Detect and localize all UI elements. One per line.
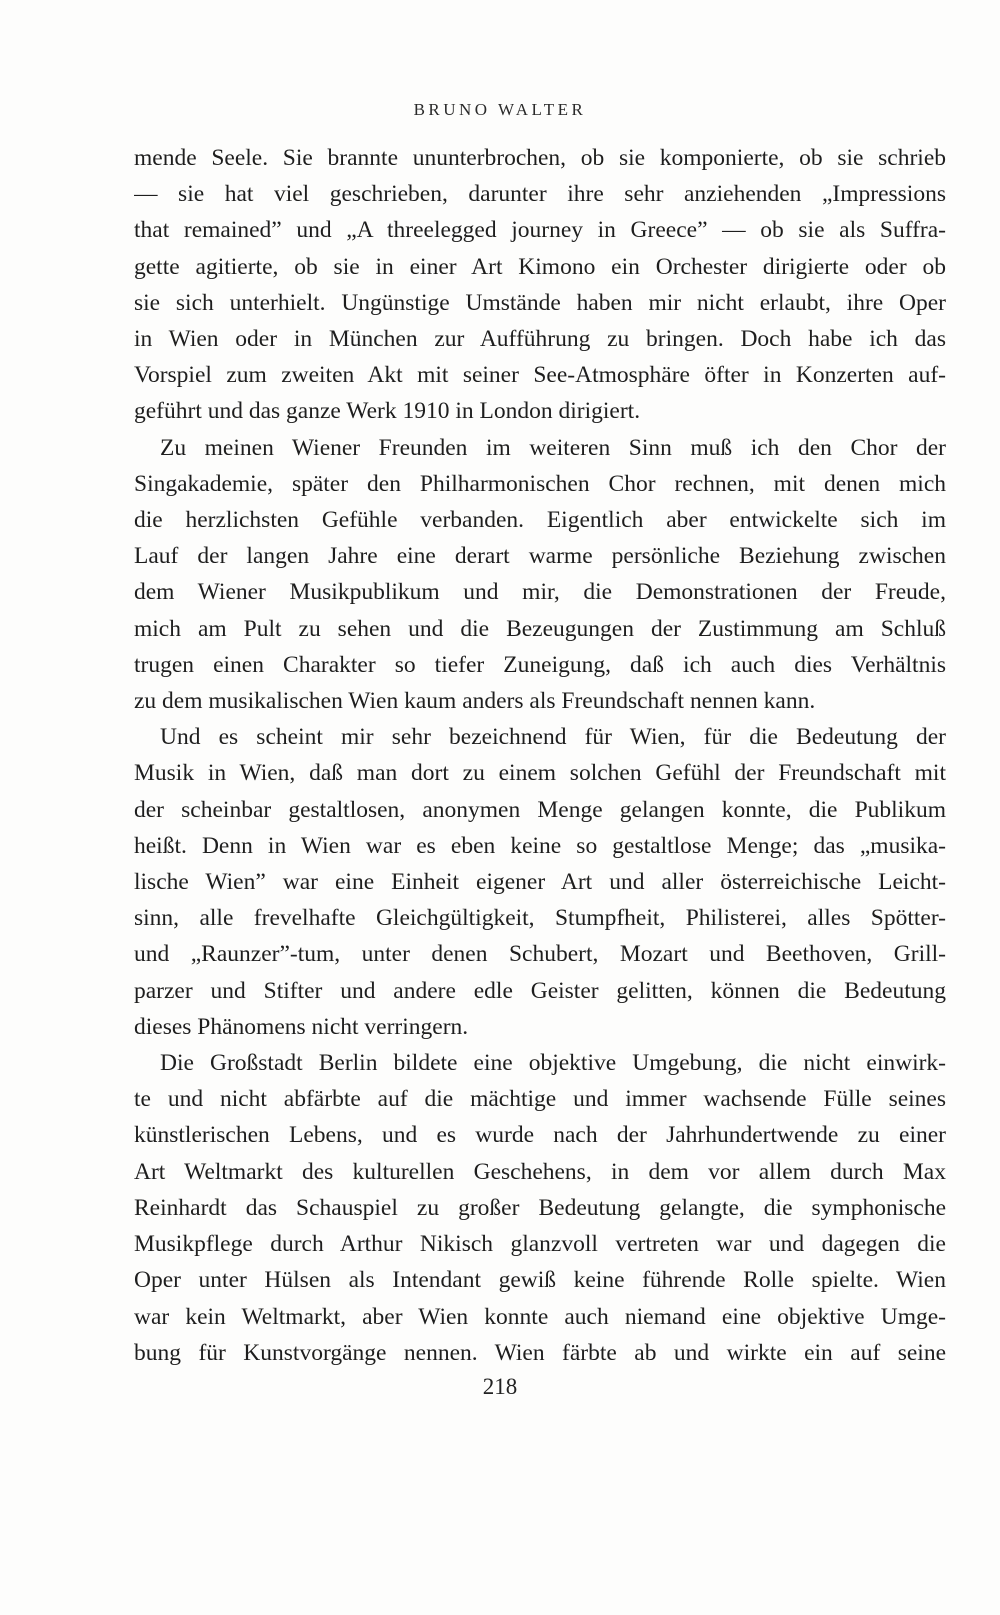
text-line: bung für Kunstvorgänge nennen. Wien färbte ab und wirkte ein auf seine xyxy=(134,1339,946,1366)
paragraph-3 xyxy=(134,719,946,1045)
text-line: Musik in Wien, daß man dort zu einem solchen Gefühl der Freundschaft mit xyxy=(134,760,946,787)
text-line: lische Wien” war eine Einheit eigener Art und aller österreichische Leicht- xyxy=(134,869,946,896)
text-line: Vorspiel zum zweiten Akt mit seiner See-Atmosphäre öfter in Konzerten auf- xyxy=(134,362,946,389)
text-line: künstlerischen Lebens, und es wurde nach der Jahrhundertwende zu einer xyxy=(134,1122,946,1149)
text-line: mende Seele. Sie brannte ununterbrochen, ob sie komponierte, ob sie schrieb xyxy=(134,145,946,171)
text-line: Die Großstadt Berlin bildete eine objektive Umgebung, die nicht einwirk- xyxy=(160,1050,946,1077)
text-line: Art Weltmarkt des kulturellen Geschehens, in dem vor allem durch Max xyxy=(134,1158,946,1185)
paragraph-2 xyxy=(134,430,946,720)
text-line: Lauf der langen Jahre eine derart warme persönliche Beziehung zwischen xyxy=(134,543,946,570)
text-line: dem Wiener Musikpublikum und mir, die Demonstrationen der Freude, xyxy=(134,579,946,606)
text-line: geführt und das ganze Werk 1910 in London dirigiert. xyxy=(134,398,641,425)
text-line: und „Raunzer”-tum, unter denen Schubert, Mozart und Beethoven, Grill- xyxy=(134,941,946,968)
text-line: that remained” und „A threelegged journey in Greece” — ob sie als Suffra- xyxy=(134,217,946,244)
text-line: sinn, alle frevelhafte Gleichgültigkeit, Stumpfheit, Philisterei, alles Spötter- xyxy=(134,905,946,932)
body-text xyxy=(134,140,946,1371)
text-line: die herzlichsten Gefühle verbanden. Eigentlich aber entwickelte sich im xyxy=(134,507,946,534)
text-line: Zu meinen Wiener Freunden im weiteren Sinn muß ich den Chor der xyxy=(160,434,946,461)
text-line: te und nicht abfärbte auf die mächtige und immer wachsende Fülle seines xyxy=(134,1086,946,1113)
text-line: Und es scheint mir sehr bezeichnend für Wien, für die Bedeutung der xyxy=(160,724,946,751)
text-line: zu dem musikalischen Wien kaum anders als Freundschaft nennen kann. xyxy=(134,688,816,715)
page-number: 218 xyxy=(482,1374,518,1399)
text-line: der scheinbar gestaltlosen, anonymen Menge gelangen konnte, die Publikum xyxy=(134,796,946,823)
text-line: Singakademie, später den Philharmonischen Chor rechnen, mit denen mich xyxy=(134,470,946,497)
paragraph-1 xyxy=(134,140,946,430)
running-head: BRUNO WALTER xyxy=(413,100,587,119)
text-line: dieses Phänomens nicht verringern. xyxy=(134,1013,469,1040)
text-line: mich am Pult zu sehen und die Bezeugungen der Zustimmung am Schluß xyxy=(134,615,946,642)
text-line: Reinhardt das Schauspiel zu großer Bedeutung gelangte, die symphonische xyxy=(134,1194,946,1221)
text-line: in Wien oder in München zur Aufführung zu bringen. Doch habe ich das xyxy=(134,326,946,353)
text-line: Oper unter Hülsen als Intendant gewiß keine führende Rolle spielte. Wien xyxy=(134,1267,946,1294)
text-line: parzer und Stifter und andere edle Geister gelitten, können die Bedeutung xyxy=(134,977,946,1004)
text-line: — sie hat viel geschrieben, darunter ihre sehr anziehenden „Impressions xyxy=(134,181,946,208)
text-line: trugen einen Charakter so tiefer Zuneigung, daß ich auch dies Verhältnis xyxy=(134,651,946,678)
text-line: sie sich unterhielt. Ungünstige Umstände haben mir nicht erlaubt, ihre Oper xyxy=(134,289,946,316)
text-line: Musikpflege durch Arthur Nikisch glanzvoll vertreten war und dagegen die xyxy=(134,1231,946,1258)
text-line: heißt. Denn in Wien war es eben keine so gestaltlose Menge; das „musika- xyxy=(134,832,946,859)
text-line: gette agitierte, ob sie in einer Art Kimono ein Orchester dirigierte oder ob xyxy=(134,253,946,280)
text-line: war kein Weltmarkt, aber Wien konnte auch niemand eine objektive Umge- xyxy=(134,1303,946,1330)
paragraph-4 xyxy=(134,1045,946,1371)
